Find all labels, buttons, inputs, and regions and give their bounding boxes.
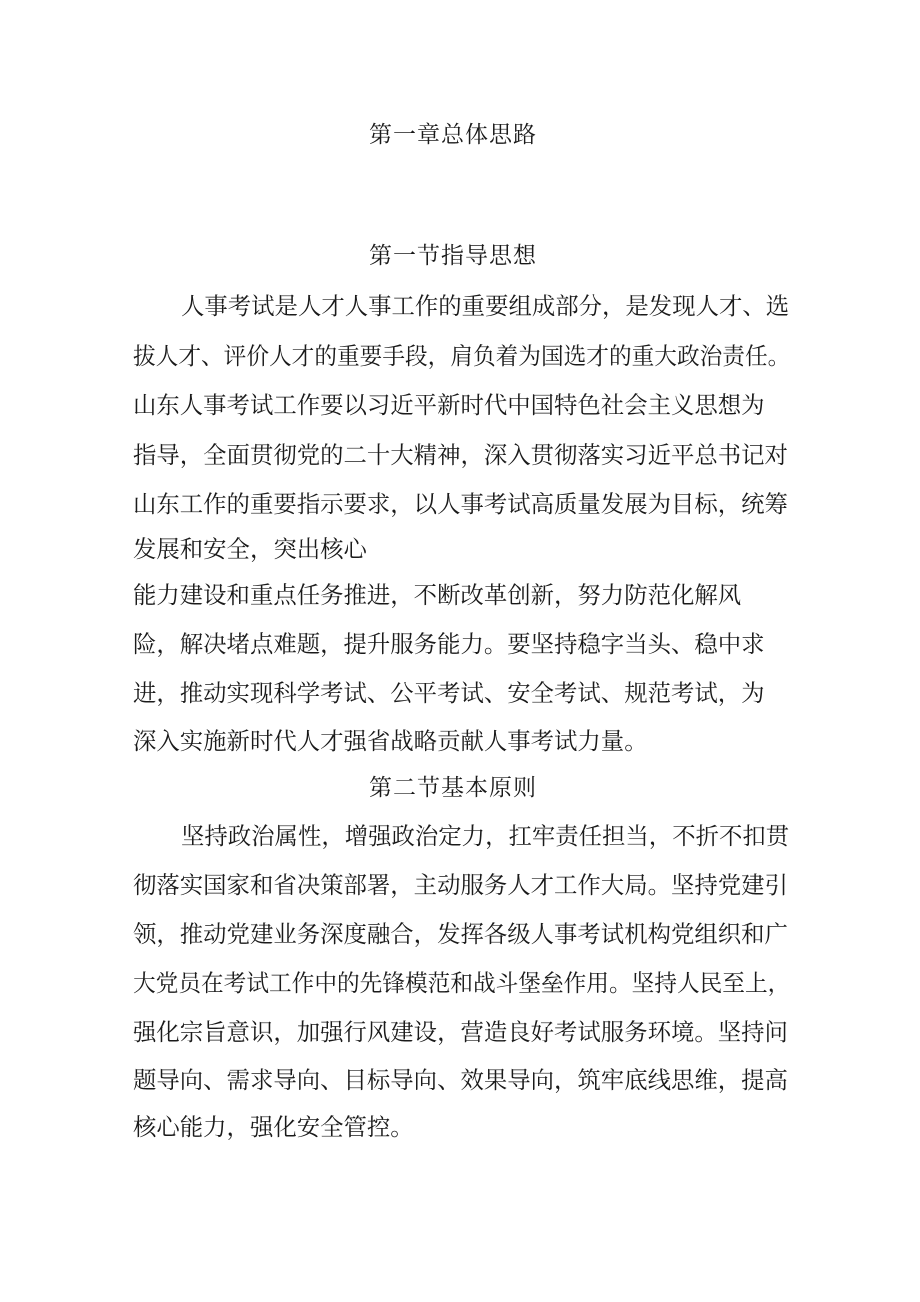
- paragraph-line: 拔人才、评价人才的重要手段，肩负着为国选才的重大政治责任。: [133, 342, 791, 370]
- paragraph-line: 领，推动党建业务深度融合，发挥各级人事考试机构党组织和广: [133, 920, 788, 948]
- paragraph-line: 人事考试是人才人事工作的重要组成部分，是发现人才、选: [181, 292, 790, 320]
- paragraph-line: 题导向、需求导向、目标导向、效果导向，筑牢底线思维，提高: [133, 1066, 788, 1094]
- section-title-basic-principles: 第二节基本原则: [369, 775, 537, 801]
- paragraph-line: 进，推动实现科学考试、公平考试、安全考试、规范考试，为: [133, 679, 765, 707]
- paragraph-line: 发展和安全，突出核心: [133, 535, 367, 563]
- paragraph-line: 深入实施新时代人才强省战略贡献人事考试力量。: [133, 727, 648, 755]
- paragraph-line: 核心能力，强化安全管控。: [133, 1113, 414, 1141]
- paragraph-line: 险，解决堵点难题，提升服务能力。要坚持稳字当头、稳中求: [133, 630, 765, 658]
- section-title-guiding-ideology: 第一节指导思想: [369, 243, 537, 269]
- paragraph-line: 彻落实国家和省决策部署，主动服务人才工作大局。坚持党建引: [133, 871, 788, 899]
- paragraph-line: 坚持政治属性，增强政治定力，扛牢责任担当，不折不扣贯: [181, 822, 790, 850]
- paragraph-line: 指导，全面贯彻党的二十大精神，深入贯彻落实习近平总书记对: [133, 441, 788, 469]
- paragraph-line: 强化宗旨意识，加强行风建设，营造良好考试服务环境。坚持问: [133, 1018, 788, 1046]
- paragraph-line: 山东人事考试工作要以习近平新时代中国特色社会主义思想为: [133, 391, 765, 419]
- paragraph-line: 大党员在考试工作中的先锋模范和战斗堡垒作用。坚持人民至上，: [133, 969, 791, 997]
- chapter-title: 第一章总体思路: [369, 122, 537, 148]
- paragraph-line: 山东工作的重要指示要求，以人事考试高质量发展为目标，统筹: [133, 490, 788, 518]
- paragraph-line: 能力建设和重点任务推进，不断改革创新，努力防范化解风: [133, 581, 742, 609]
